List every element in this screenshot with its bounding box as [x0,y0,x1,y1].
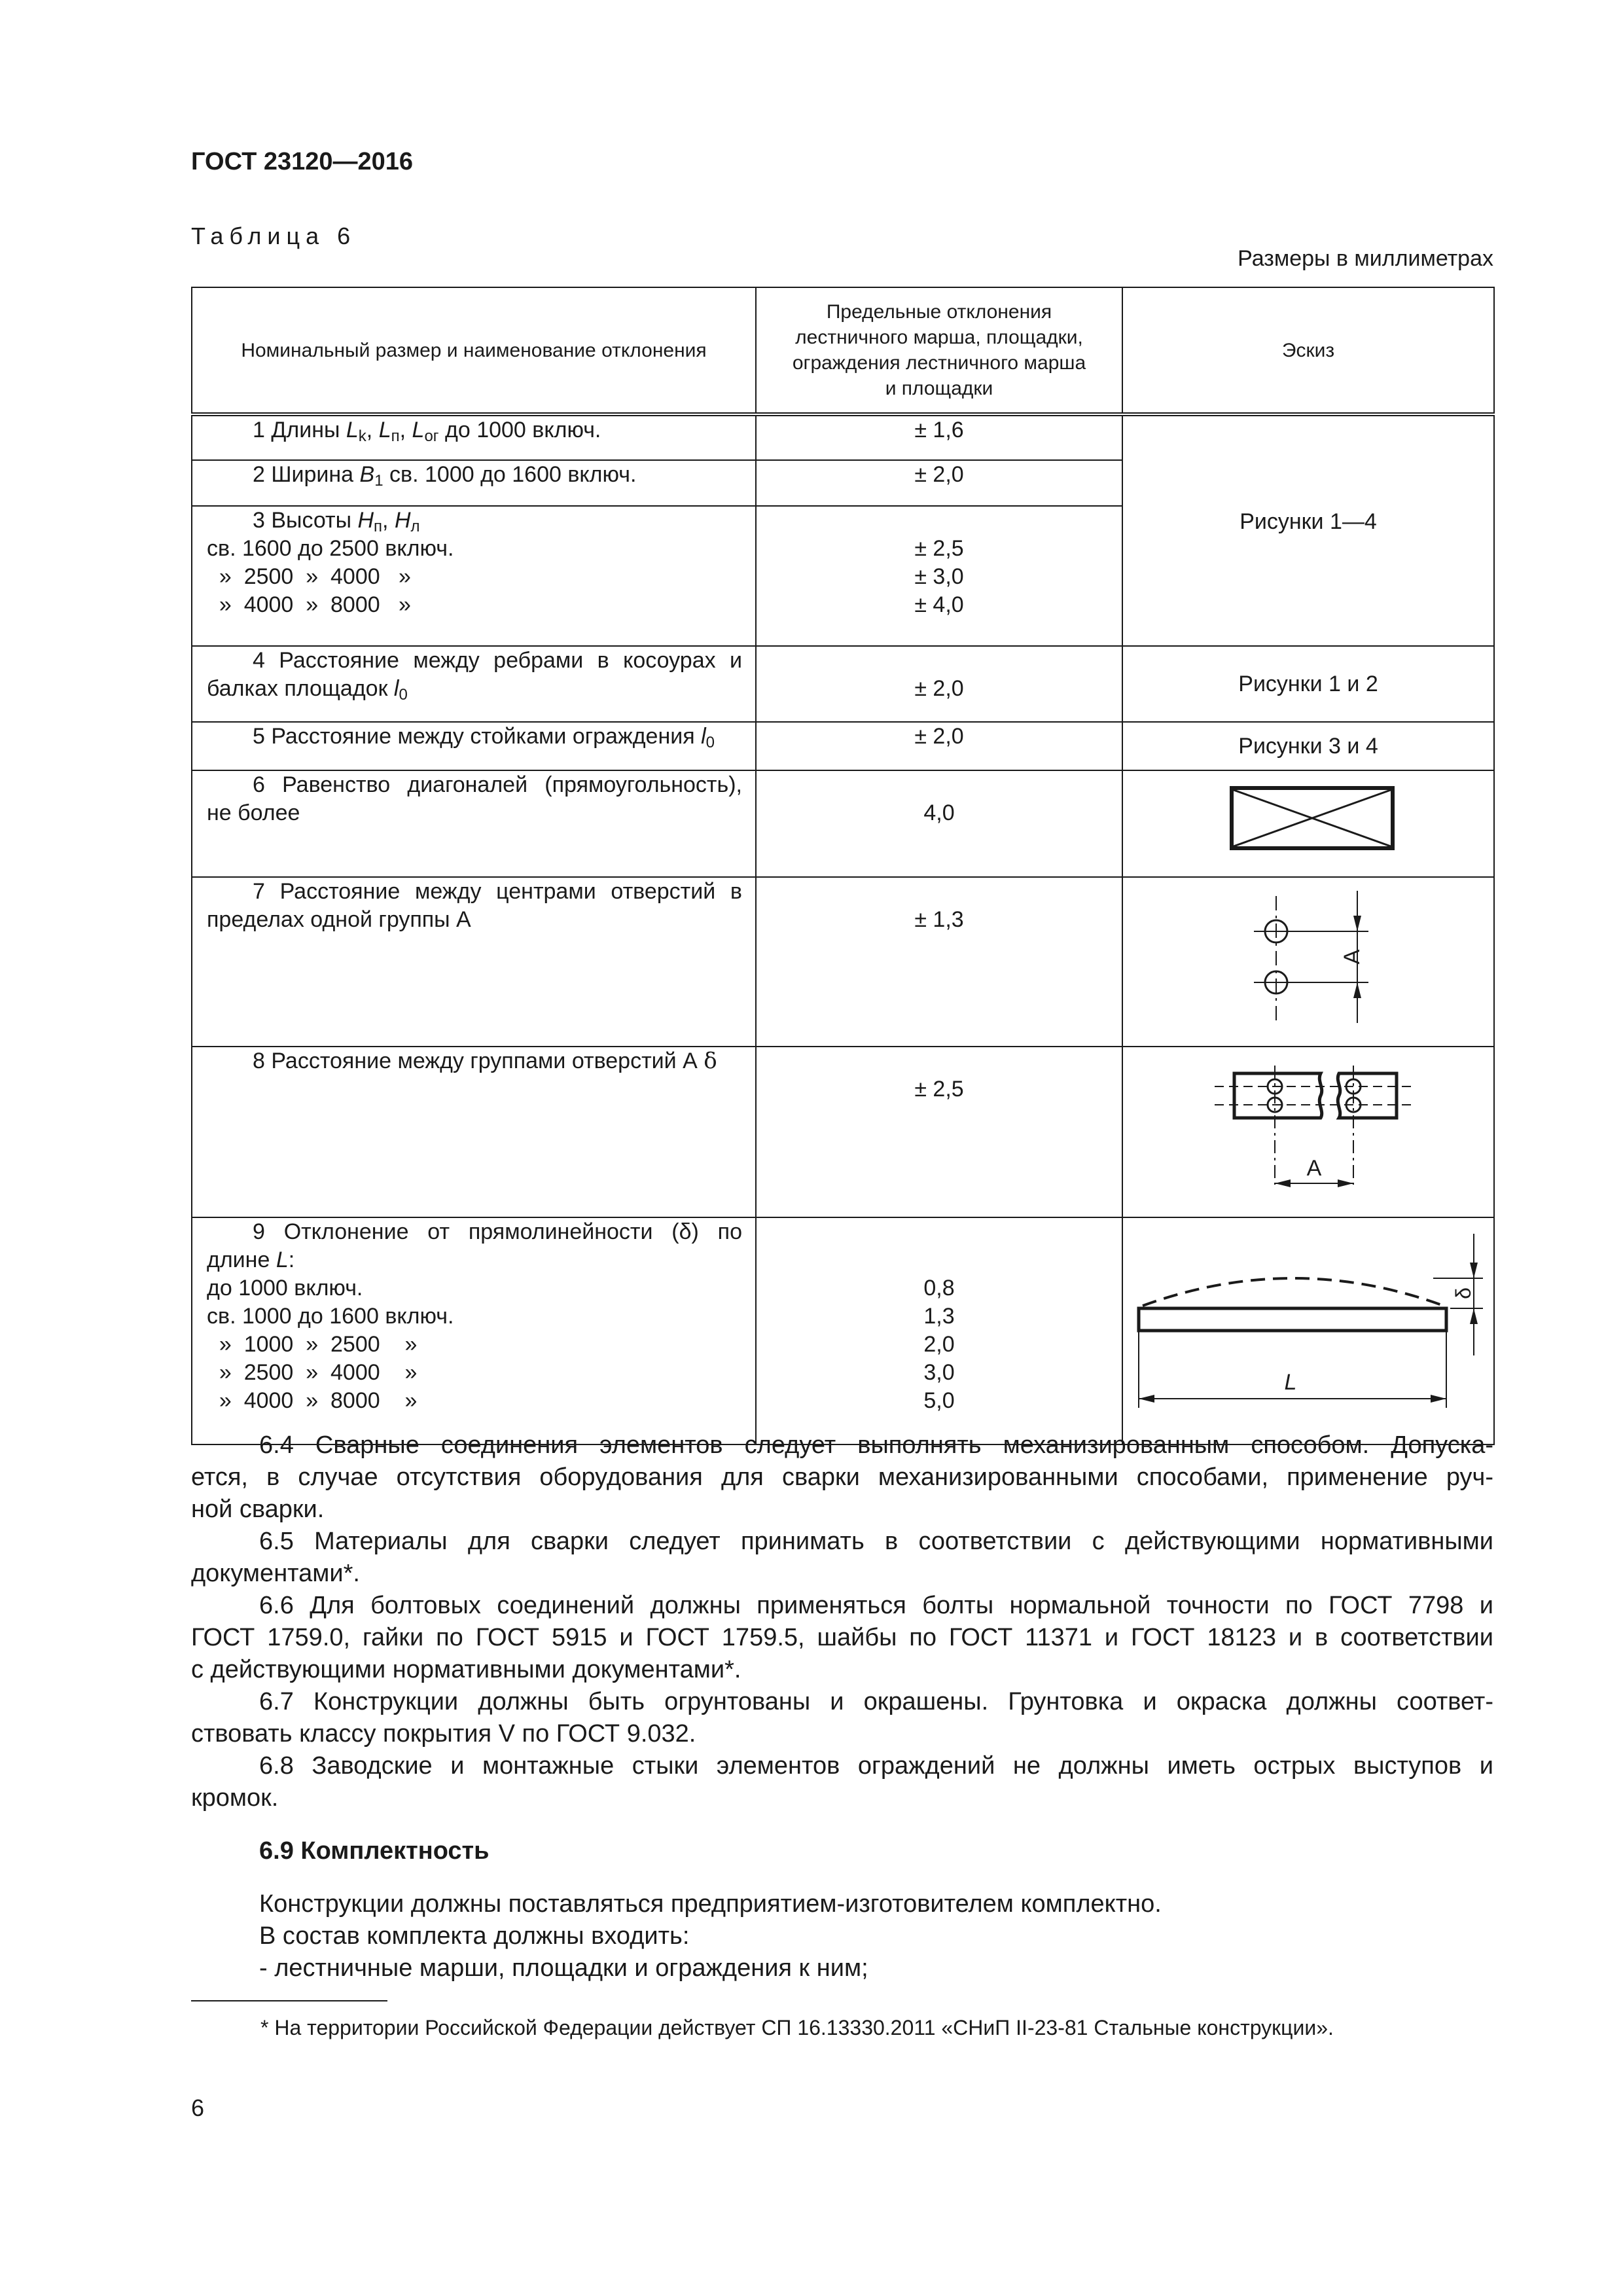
row8-name: 8 Расстояние между группами отверстий А δ [192,1047,756,1217]
page-number: 6 [191,2094,205,2121]
hole-groups-icon [1123,1047,1495,1210]
row6-value: 4,0 [756,770,1122,877]
row9-values: 0,8 1,3 2,0 3,0 5,0 [756,1217,1122,1444]
row5-value: ± 2,0 [756,722,1122,770]
sketch-refs-rows-1-3 [1122,414,1494,646]
row2-value: ± 2,0 [756,460,1122,506]
hole-spacing-sketch [1122,877,1494,1047]
clause-6-7: 6.7 Конструкции должны быть огрунтованы и окрашены. Грунтовка и окраска должны соответ- ствовать классу покрытия V по ГОСТ 9.032. [191,1688,1493,1748]
rectangle-diagonals-icon [1123,771,1495,869]
header-nominal-size-text: Номинальный размер и наименование отклонения [241,339,707,361]
row6-name: 6 Равенство диагоналей (прямоугольность), не более [192,770,756,877]
table-header-row [192,287,1494,414]
table-row [192,646,1494,722]
row5-name: 5 Расстояние между стойками ограждения $l_0$ [192,722,756,770]
header-nominal-size [192,287,756,414]
clauses-block [191,1429,1493,1984]
header-tolerances-line: Предельные отклонения [826,301,1052,323]
dimension-label: А [1340,949,1364,965]
header-tolerances [756,287,1122,414]
table-caption: Таблица 6 [191,223,357,249]
table-row [192,1047,1494,1217]
row1-name: 1 Длины $L_k$, $L_п$, $L_{ог}$ до 1000 включ. [192,414,756,460]
clause-6-6: 6.6 Для болтовых соединений должны применяться болты нормальной точности по ГОСТ 7798 и ГОСТ 1759.0, гайки по ГОСТ 5915 и ГОСТ 1759.5, шайбы по ГОСТ 11371 и ГОСТ 18123 и в соответствии с действующими нормативными документами*. [191,1592,1493,1683]
row7-value: ± 1,3 [756,877,1122,1047]
row3-values: ± 2,5 ± 3,0 ± 4,0 [756,506,1122,646]
table-row [192,1217,1494,1444]
header-sketch-text: Эскиз [1281,339,1335,361]
row3-name: 3 Высоты $H_п$, $H_л$ св. 1600 до 2500 включ. » 2500 » 4000 » » 4000 » 8000 » [192,506,756,646]
delta-label: δ [1452,1287,1475,1299]
row9-name: 9 Отклонение от прямолинейности (δ) по длине L: до 1000 включ. св. 1000 до 1600 включ. » 1000 » 2500 » » 2500 » 4000 » » 4000 » 8000 » [192,1217,756,1444]
table-row [192,722,1494,770]
length-label: L [1284,1370,1297,1395]
table-row [192,414,1494,460]
row5-sketch-ref: Рисунки 3 и 4 [1122,722,1494,770]
header-tolerances-line: ограждения лестничного марша [792,352,1086,374]
clause-6-9: Конструкции должны поставляться предприятием-изготовителем комплектно. В состав комплекта должны входить: - лестничные марши, площадки и ограждения к ним; [259,1890,1162,1982]
header-tolerances-line: лестничного марша, площадки, [795,327,1083,348]
straightness-sketch [1122,1217,1494,1444]
clause-6-8: 6.8 Заводские и монтажные стыки элементов ограждений не должны иметь острых выступов и кромок. [191,1752,1493,1812]
row1-value: ± 1,6 [756,414,1122,460]
clause-6-4: 6.4 Сварные соединения элементов следует выполнять механизированным способом. Допуска- ется, в случае отсутствия оборудования для сварки механизированными способами, применение руч- ной сварки. [191,1431,1493,1523]
tolerance-table [191,287,1495,1445]
straightness-icon [1123,1218,1495,1437]
footnote: * На территории Российской Федерации действует СП 16.13330.2011 «СНиП II-23-81 Стальные конструкции». [260,2016,1334,2039]
hole-spacing-icon [1123,878,1495,1039]
section-heading: 6.9 Комплектность [259,1837,490,1865]
sketch-refs-text: Рисунки 1—4 [1240,509,1377,534]
row4-name: 4 Расстояние между ребрами в косоурах и балках площадок $l_0$ [192,646,756,722]
row8-value: ± 2,5 [756,1047,1122,1217]
dimension-label: А [1306,1156,1322,1181]
hole-groups-sketch [1122,1047,1494,1217]
diagonal-sketch [1122,770,1494,877]
clause-6-5: 6.5 Материалы для сварки следует принимать в соответствии с действующими нормативными документами*. [191,1528,1493,1587]
units-note: Размеры в миллиметрах [1238,246,1493,271]
header-tolerances-line: и площадки [885,378,993,399]
document-code: ГОСТ 23120—2016 [191,148,414,175]
header-sketch [1122,287,1494,414]
table-row [192,877,1494,1047]
table-row [192,770,1494,877]
row4-sketch-ref: Рисунки 1 и 2 [1122,646,1494,722]
row4-value: ± 2,0 [756,646,1122,722]
row2-name: 2 Ширина $B_1$ св. 1000 до 1600 включ. [192,460,756,506]
row7-name: 7 Расстояние между центрами отверстий в пределах одной группы А [192,877,756,1047]
footnote-divider [191,2000,387,2001]
